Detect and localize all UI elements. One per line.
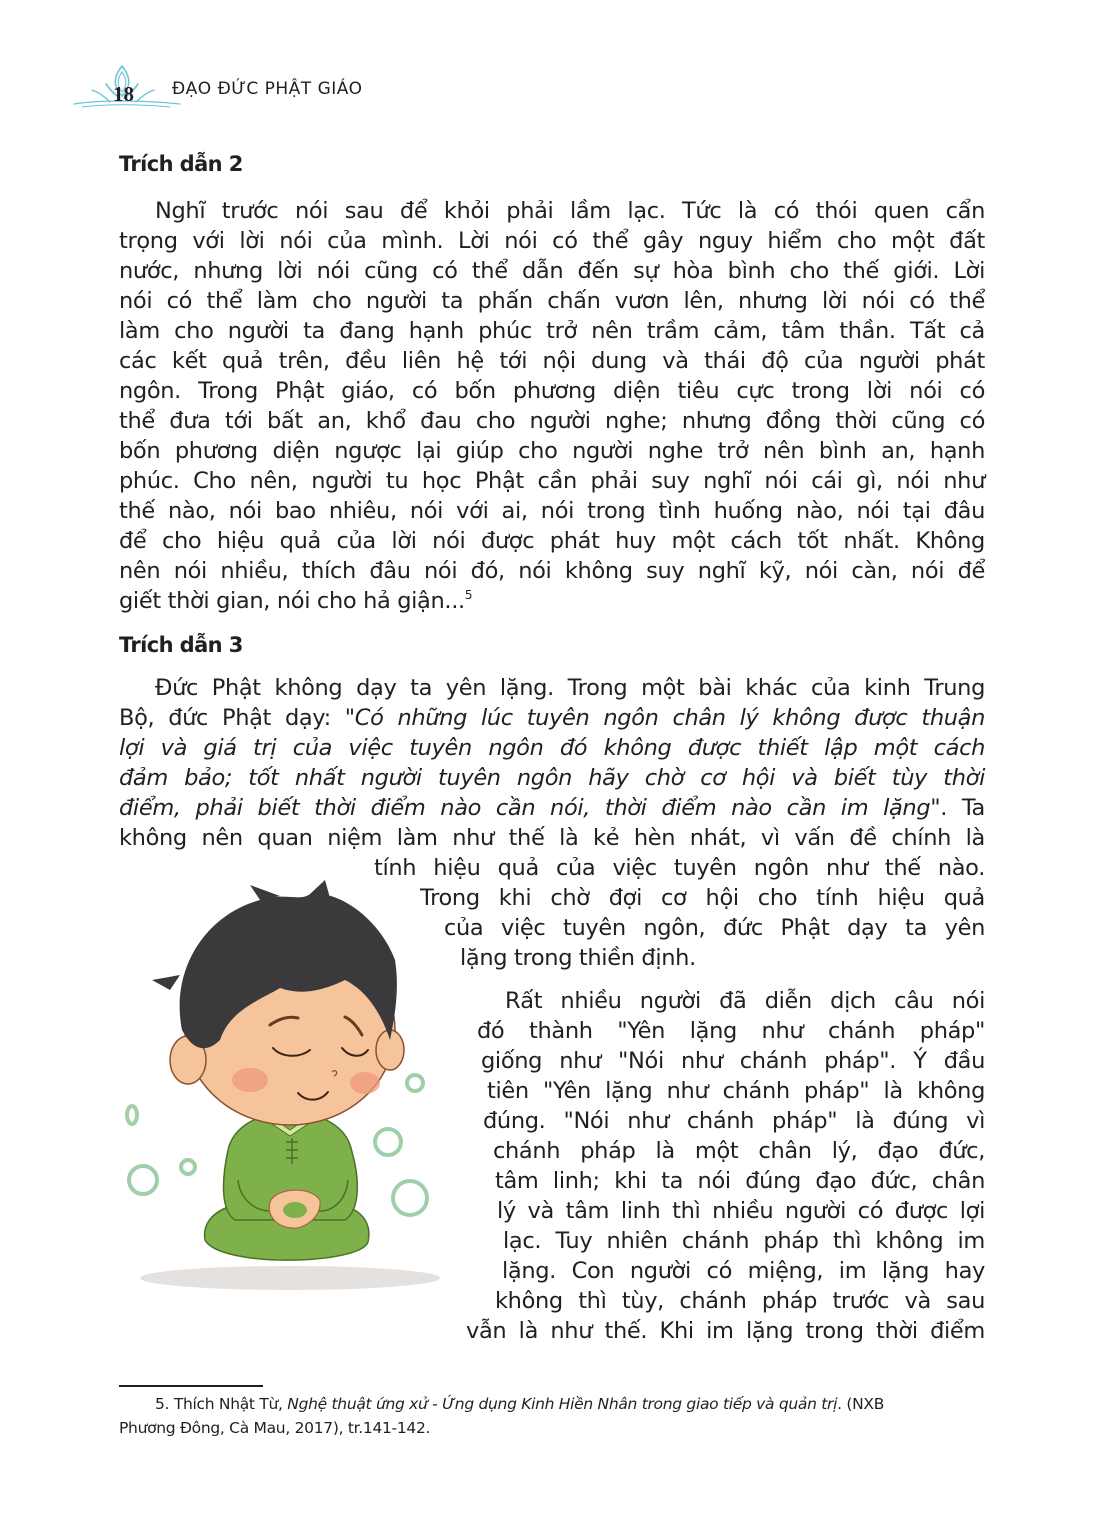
section-heading: Trích dẫn 3 [119, 633, 243, 657]
text-span: Bộ, đức Phật dạy: " [119, 705, 355, 731]
text-line [119, 733, 985, 763]
text-line: phúc. Cho nên, người tu học Phật cần phải suy nghĩ nói cái gì, nói như [119, 468, 985, 494]
text-line: các kết quả trên, đều liên hệ tới nội dung và thái độ của người phát [119, 348, 985, 374]
footnote-divider [119, 1385, 263, 1387]
text-line: Nghĩ trước nói sau để khỏi phải lầm lạc. Tức là có thói quen cẩn [155, 198, 985, 224]
text-line: trọng với lời nói của mình. Lời nói có thể gây nguy hiểm cho một đất [119, 228, 985, 254]
footnote-number: 5. [155, 1395, 170, 1413]
footnote-reference[interactable]: 5 [464, 588, 473, 602]
text-line: lạc. Tuy nhiên chánh pháp thì không im [503, 1228, 985, 1254]
running-head [70, 62, 470, 112]
quoted-text: điểm, phải biết thời điểm nào cần nói, thời điểm nào cần im lặng [119, 795, 931, 821]
text-span: ". Ta [930, 795, 985, 821]
footnote-author: Thích Nhật Từ, [173, 1395, 283, 1413]
text-line: không nên quan niệm làm như thế là kẻ hèn nhát, vì vấn đề chính là [119, 825, 985, 851]
text-line: lặng trong thiền định. [460, 945, 696, 971]
quoted-text: Có những lúc tuyên ngôn chân lý không được thuận [354, 705, 985, 731]
text-line: lý và tâm linh thì nhiều người có được lợi [497, 1198, 985, 1224]
text-line: vẫn là như thế. Khi im lặng trong thời điểm [466, 1318, 985, 1344]
text-line: thể đưa tới bất an, khổ đau cho người nghe; nhưng đồng thời cũng có [119, 408, 985, 434]
text-line: thế nào, nói bao nhiêu, nói với ai, nói trong tình huống nào, nói tại đâu [119, 498, 985, 524]
text-line: tâm linh; khi ta nói đúng đạo đức, chân [495, 1168, 985, 1194]
text-line: đó thành "Yên lặng như chánh pháp" [477, 1018, 985, 1044]
text-line: không thì tùy, chánh pháp trước và sau [495, 1288, 985, 1314]
quoted-text: lợi và giá trị của việc tuyên ngôn đó không được thiết lập một cách [119, 735, 985, 761]
footnote-line [155, 1392, 884, 1416]
text-line: nên nói nhiều, thích đâu nói đó, nói không suy nghĩ kỹ, nói càn, nói để [119, 558, 985, 584]
section-heading: Trích dẫn 2 [119, 152, 243, 176]
footnote-text: . (NXB [837, 1395, 885, 1413]
meditating-boy-illustration [110, 880, 480, 1300]
text-line: Rất nhiều người đã diễn dịch câu nói [505, 988, 985, 1014]
book-title: ĐẠO ĐỨC PHẬT GIÁO [172, 79, 363, 99]
text-line: giống như "Nói như chánh pháp". Ý đầu [481, 1048, 985, 1074]
text-line [119, 703, 985, 733]
text-line: nói có thể làm cho người ta phấn chấn vươn lên, nhưng lời nói có thể [119, 288, 985, 314]
text-line: tính hiệu quả của việc tuyên ngôn như thế nào. [374, 855, 985, 881]
text-line: Đức Phật không dạy ta yên lặng. Trong một bài khác của kinh Trung [155, 675, 985, 701]
footnote-line: Phương Đông, Cà Mau, 2017), tr.141-142. [119, 1419, 431, 1437]
text-line: tiên "Yên lặng như chánh pháp" là không [487, 1078, 985, 1104]
text-line [119, 763, 985, 793]
text-line: đúng. "Nói như chánh pháp" là đúng vì [483, 1108, 985, 1134]
text-line: bốn phương diện ngược lại giúp cho người nghe trở nên bình an, hạnh [119, 438, 985, 464]
text-line: ngôn. Trong Phật giáo, có bốn phương diện tiêu cực trong lời nói có [119, 378, 985, 404]
text-line: Trong khi chờ đợi cơ hội cho tính hiệu quả [420, 885, 985, 911]
text-line: làm cho người ta đang hạnh phúc trở nên trầm cảm, tâm thần. Tất cả [119, 318, 985, 344]
quoted-text: đảm bảo; tốt nhất người tuyên ngôn hãy chờ cơ hội và biết tùy thời [119, 765, 985, 791]
text-line: để cho hiệu quả của lời nói được phát huy một cách tốt nhất. Không [119, 528, 985, 554]
page-number: 18 [113, 82, 134, 106]
text-line: chánh pháp là một chân lý, đạo đức, [493, 1138, 985, 1164]
text-line [119, 793, 985, 823]
text-line: nước, nhưng lời nói cũng có thể dẫn đến sự hòa bình cho thế giới. Lời [119, 258, 985, 284]
text-span: giết thời gian, nói cho hả giận... [119, 588, 465, 614]
footnote-title: Nghệ thuật ứng xử - Ứng dụng Kinh Hiền Nhân trong giao tiếp và quản trị [287, 1395, 838, 1413]
text-line [119, 586, 985, 616]
text-line: lặng. Con người có miệng, im lặng hay [502, 1258, 985, 1284]
text-line: của việc tuyên ngôn, đức Phật dạy ta yên [444, 915, 985, 941]
